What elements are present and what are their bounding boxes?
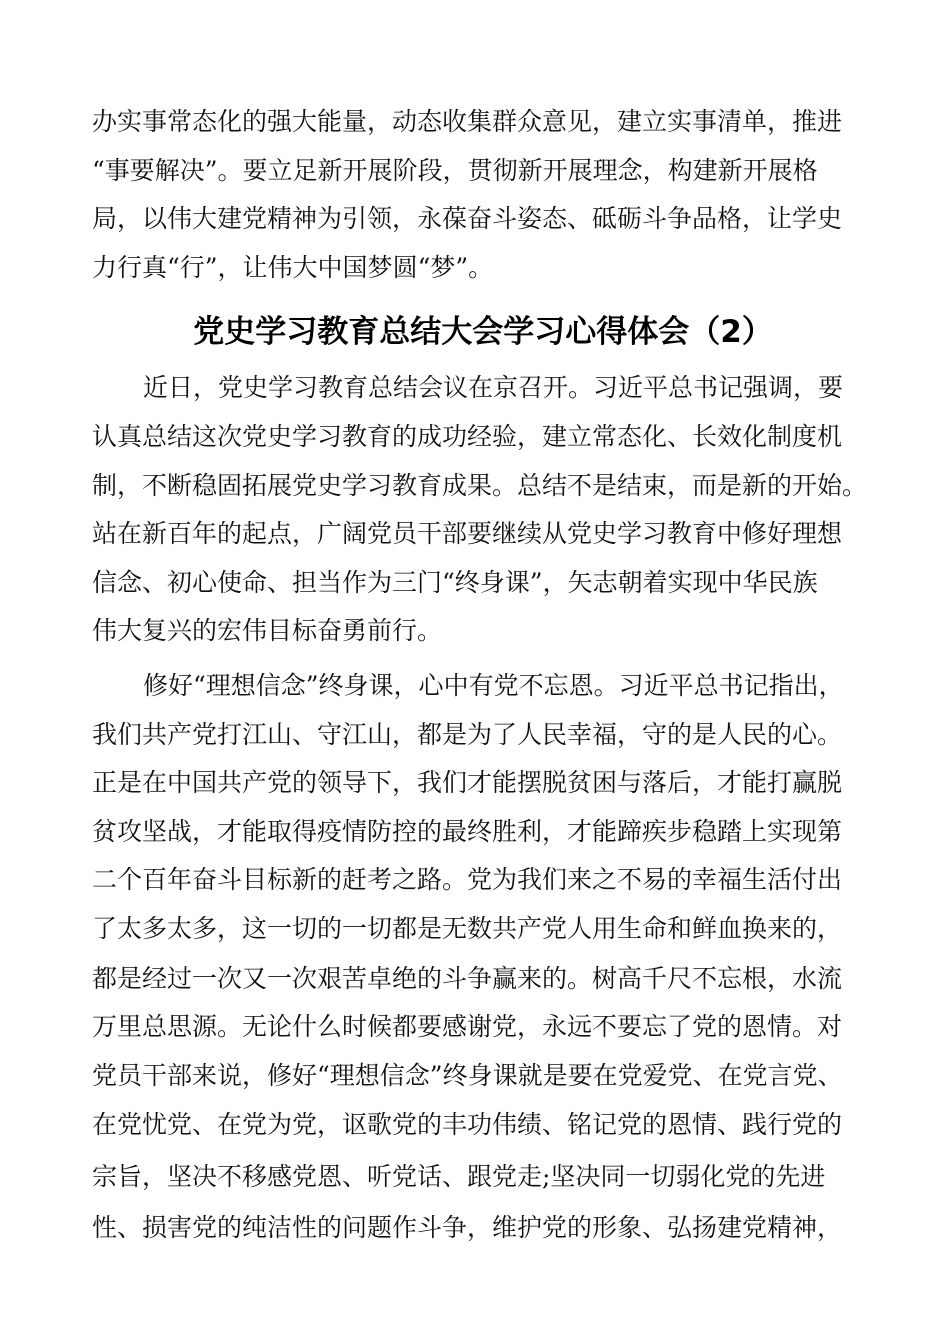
paragraph2-line-1: 修好“理想信念”终身课，心中有党不忘恩。习近平总书记指出，: [143, 671, 844, 700]
paragraph1-line-1: 近日，党史学习教育总结会议在京召开。习近平总书记强调，要: [143, 373, 844, 402]
paragraph2-line-6: 了太多太多，这一切的一切都是无数共产党人用生命和鲜血换来的，: [92, 914, 843, 943]
paragraph2-line-8: 万里总思源。无论什么时候都要感谢党，永远不要忘了党的恩情。对: [92, 1012, 843, 1041]
paragraph2-line-12: 性、损害党的纯洁性的问题作斗争，维护党的形象、弘扬建党精神，: [92, 1213, 843, 1242]
paragraph2-line-3: 正是在中国共产党的领导下，我们才能摆脱贫困与落后，才能打赢脱: [92, 768, 843, 797]
intro-line-4: 力行真“行”，让伟大中国梦圆“梦”。: [92, 253, 494, 282]
intro-line-1: 办实事常态化的强大能量，动态收集群众意见，建立实事清单，推进: [92, 107, 843, 136]
paragraph1-line-5: 信念、初心使命、担当作为三门“终身课”，矢志朝着实现中华民族: [92, 568, 818, 597]
intro-line-2: “事要解决”。要立足新开展阶段，贯彻新开展理念，构建新开展格: [92, 156, 818, 185]
paragraph1-line-3: 制，不断稳固拓展党史学习教育成果。总结不是结束，而是新的开始。: [92, 471, 868, 500]
section-title: 党史学习教育总结大会学习心得体会（2）: [193, 314, 773, 350]
paragraph2-line-2: 我们共产党打江山、守江山，都是为了人民幸福，守的是人民的心。: [92, 720, 843, 749]
paragraph2-line-9: 党员干部来说，修好“理想信念”终身课就是要在党爱党、在党言党、: [92, 1061, 843, 1090]
paragraph2-line-11: 宗旨，坚决不移感党恩、听党话、跟党走;坚决同一切弱化党的先进: [92, 1162, 826, 1191]
intro-line-3: 局，以伟大建党精神为引领，永葆奋斗姿态、砥砺斗争品格，让学史: [92, 204, 843, 233]
paragraph2-line-4: 贫攻坚战，才能取得疫情防控的最终胜利，才能蹄疾步稳踏上实现第: [92, 817, 843, 846]
paragraph2-line-10: 在党忧党、在党为党，讴歌党的丰功伟绩、铭记党的恩情、践行党的: [92, 1110, 843, 1139]
paragraph1-line-4: 站在新百年的起点，广阔党员干部要继续从党史学习教育中修好理想: [92, 519, 843, 548]
paragraph2-line-7: 都是经过一次又一次艰苦卓绝的斗争赢来的。树高千尺不忘根，水流: [92, 964, 843, 993]
paragraph1-line-2: 认真总结这次党史学习教育的成功经验，建立常态化、长效化制度机: [92, 422, 843, 451]
paragraph2-line-5: 二个百年奋斗目标新的赶考之路。党为我们来之不易的幸福生活付出: [92, 865, 843, 894]
paragraph1-line-6: 伟大复兴的宏伟目标奋勇前行。: [92, 616, 443, 645]
